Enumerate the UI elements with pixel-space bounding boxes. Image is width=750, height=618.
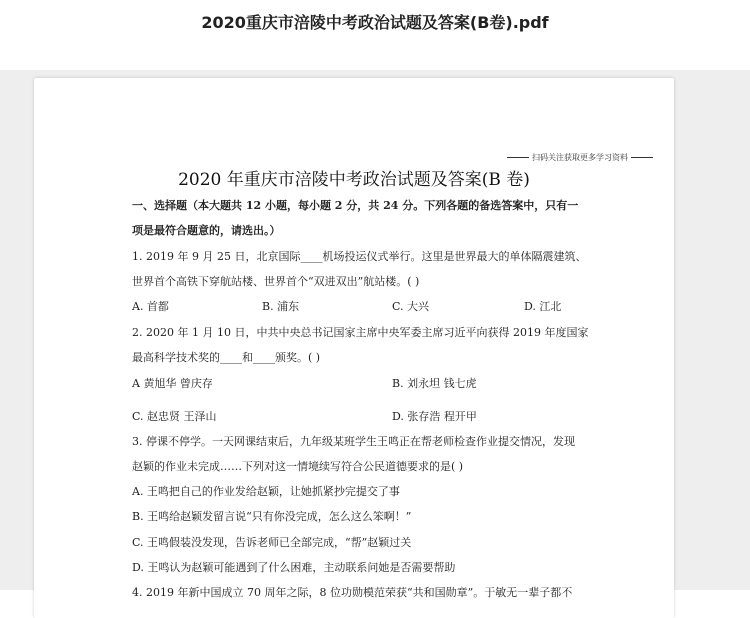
q1-option-b: B. 浦东: [262, 300, 300, 313]
q2-line2: 最高科学技术奖的____和____颁奖。( ): [132, 351, 321, 364]
promo-dash-right: [631, 157, 653, 158]
q3-line2: 赵颖的作业未完成……下列对这一情境续写符合公民道德要求的是( ): [132, 460, 464, 473]
q2-option-a: A 黄旭华 曾庆存: [132, 377, 213, 390]
q2-option-c: C. 赵忠贤 王泽山: [132, 410, 217, 423]
pdf-page: [34, 78, 674, 618]
q2-line1: 2. 2020 年 1 月 10 日，中共中央总书记国家主席中央军委主席习近平向获得 2019 年度国家: [132, 326, 589, 339]
q1-line1: 1. 2019 年 9 月 25 日，北京国际____机场投运仪式举行。这里是世界最大的单体隔震建筑、: [132, 250, 587, 263]
q3-option-d: D. 王鸣认为赵颖可能遇到了什么困难，主动联系问她是否需要帮助: [132, 561, 456, 574]
pdf-viewer-area[interactable]: [0, 70, 750, 599]
file-title: 2020重庆市涪陵中考政治试题及答案(B卷).pdf: [201, 13, 549, 32]
promo-dash-left: [507, 157, 529, 158]
q3-option-c: C. 王鸣假装没发现，告诉老师已全部完成，“帮”赵颖过关: [132, 536, 412, 549]
q3-option-a: A. 王鸣把自己的作业发给赵颖，让她抓紧抄完提交了事: [132, 485, 400, 498]
viewer-header: [0, 0, 750, 70]
promo-text: 扫码关注获取更多学习资料: [532, 153, 628, 162]
q3-line1: 3. 停课不停学。一天网课结束后，九年级某班学生王鸣正在帮老师检查作业提交情况，发现: [132, 435, 575, 448]
q2-option-d: D. 张存浩 程开甲: [392, 410, 477, 423]
q3-option-b: B. 王鸣给赵颖发留言说“只有你没完成，怎么这么笨啊！”: [132, 510, 412, 523]
q1-option-a: A. 首都: [132, 300, 169, 313]
q1-option-d: D. 江北: [524, 300, 562, 313]
q4-line1: 4. 2019 年新中国成立 70 周年之际，8 位功勋模范荣获“共和国勋章”。于敏无一辈子都不: [132, 586, 573, 599]
document-title: 2020 年重庆市涪陵中考政治试题及答案(B 卷): [178, 170, 530, 190]
section-heading-line2: 项是最符合题意的，请选出。）: [132, 224, 281, 237]
q1-line2: 世界首个高铁下穿航站楼、世界首个“双进双出”航站楼。( ): [132, 275, 420, 288]
promo-banner: [504, 152, 656, 163]
q2-option-b: B. 刘永坦 钱七虎: [392, 377, 477, 390]
q1-option-c: C. 大兴: [392, 300, 430, 313]
section-heading-line1: 一、选择题（本大题共 12 小题，每小题 2 分，共 24 分。下列各题的备选答案中，只有一: [132, 199, 579, 212]
